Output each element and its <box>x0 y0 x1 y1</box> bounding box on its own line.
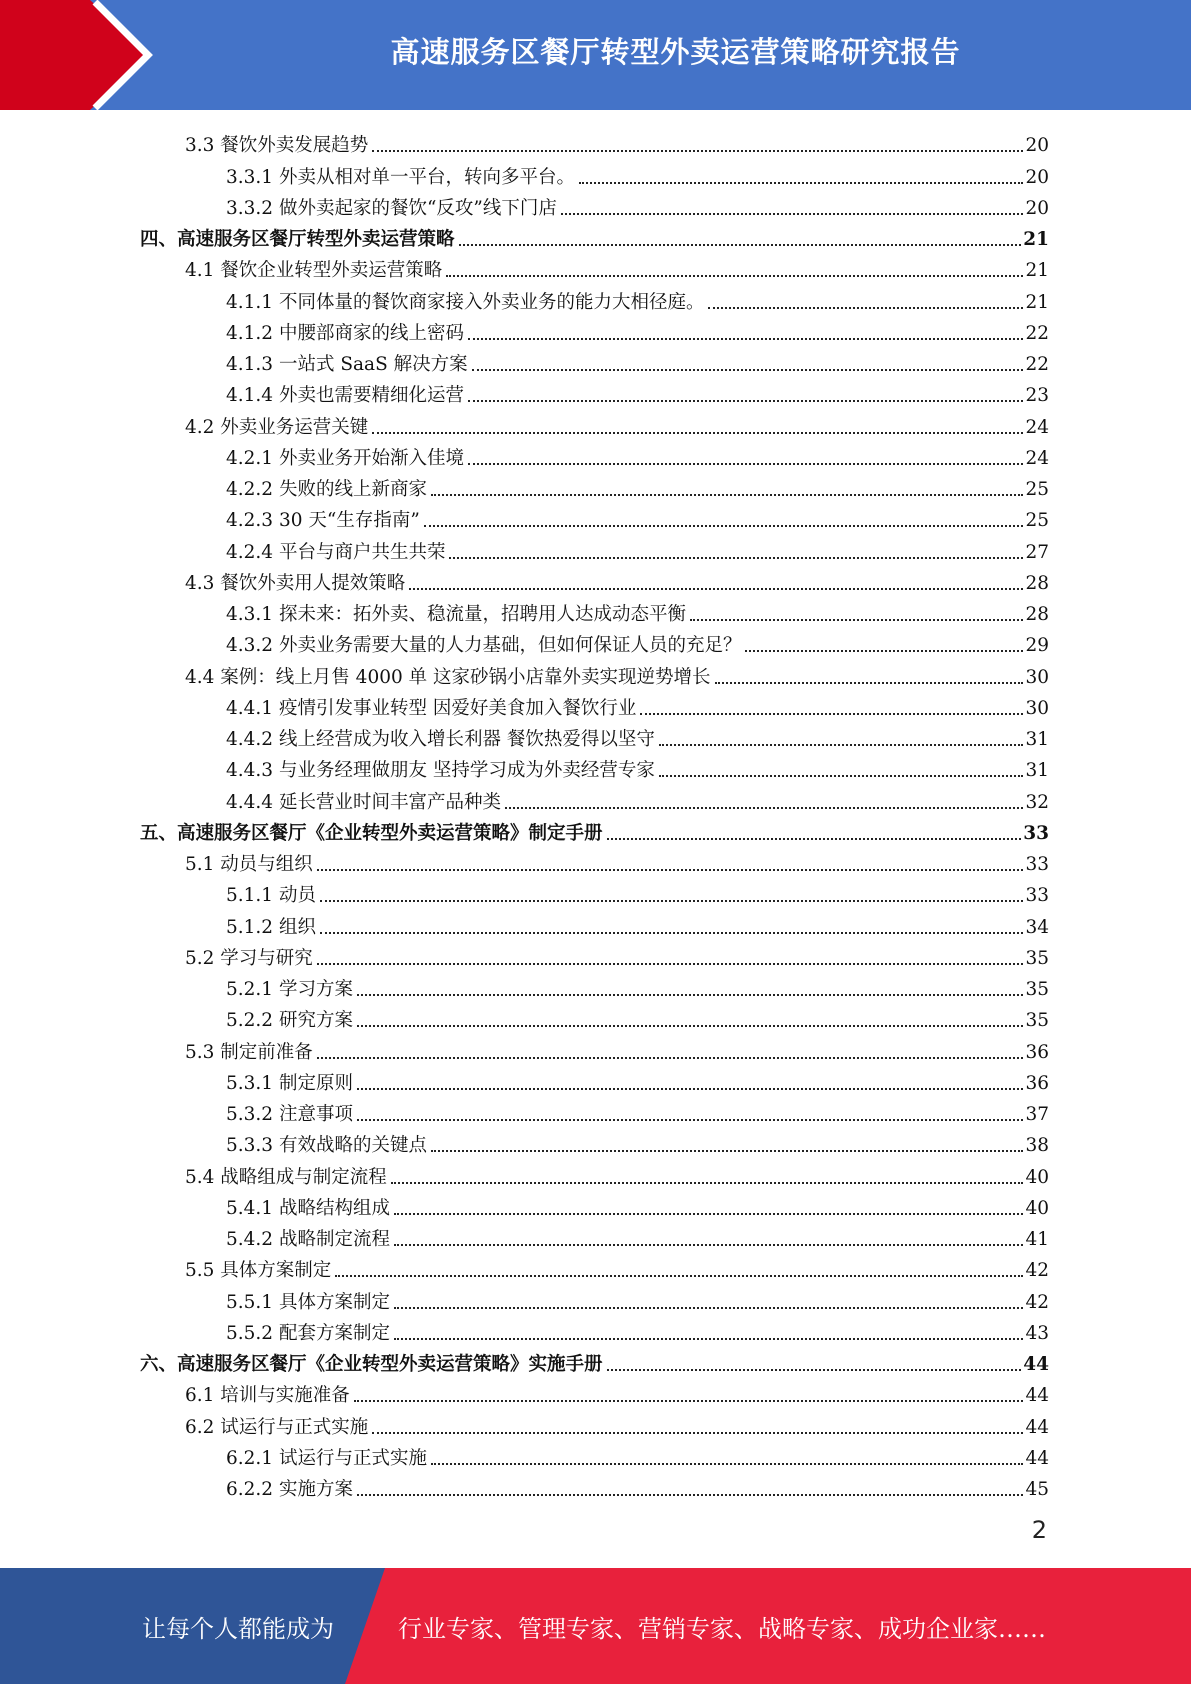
footer-slogan-left: 让每个人都能成为 <box>142 1614 334 1643</box>
toc-dot-leader <box>394 1307 1023 1309</box>
toc-entry[interactable] <box>140 1252 1049 1283</box>
toc-entry-title: 5.2 学习与研究 <box>185 947 313 969</box>
toc-entry[interactable] <box>140 721 1049 752</box>
toc-entry-title: 4.1.2 中腰部商家的线上密码 <box>226 322 464 344</box>
toc-entry-title: 4.1 餐饮企业转型外卖运营策略 <box>185 260 443 282</box>
toc-entry[interactable] <box>140 783 1049 814</box>
toc-dot-leader <box>607 838 1022 840</box>
toc-entry[interactable] <box>140 1127 1049 1158</box>
toc-dot-leader <box>459 244 1022 246</box>
toc-entry-page: 24 <box>1025 416 1049 438</box>
toc-dot-leader <box>446 275 1023 277</box>
report-title: 高速服务区餐厅转型外卖运营策略研究报告 <box>390 34 961 69</box>
toc-entry-page: 21 <box>1023 229 1049 250</box>
toc-dot-leader <box>391 1182 1024 1184</box>
toc-dot-leader <box>357 994 1024 996</box>
toc-entry[interactable] <box>140 533 1049 564</box>
toc-dot-leader <box>431 494 1023 496</box>
toc-entry[interactable] <box>140 1221 1049 1252</box>
toc-dot-leader <box>431 1150 1023 1152</box>
toc-dot-leader <box>335 1275 1023 1277</box>
toc-entry-title: 5.2.2 研究方案 <box>226 1010 353 1032</box>
red-chevron-icon <box>0 0 160 110</box>
toc-entry-page: 29 <box>1025 635 1049 657</box>
toc-entry[interactable] <box>140 877 1049 908</box>
toc-entry-page: 28 <box>1025 572 1049 594</box>
toc-entry-title: 四、高速服务区餐厅转型外卖运营策略 <box>140 229 455 250</box>
toc-entry-page: 37 <box>1025 1104 1049 1125</box>
toc-dot-leader <box>468 400 1023 402</box>
toc-entry-page: 22 <box>1025 354 1049 375</box>
toc-dot-leader <box>317 869 1024 871</box>
toc-dot-leader <box>394 1213 1023 1215</box>
toc-dot-leader <box>372 1432 1023 1434</box>
toc-entry-page: 45 <box>1025 1479 1049 1500</box>
toc-entry-page: 22 <box>1025 322 1049 344</box>
toc-entry-page: 38 <box>1025 1135 1049 1157</box>
toc-entry-page: 24 <box>1025 447 1049 469</box>
toc-dot-leader <box>561 213 1024 215</box>
toc-entry-title: 6.1 培训与实施准备 <box>185 1385 350 1407</box>
toc-entry[interactable] <box>140 908 1049 939</box>
toc-entry[interactable] <box>140 315 1049 346</box>
toc-entry[interactable] <box>140 1065 1049 1096</box>
toc-entry[interactable] <box>140 1002 1049 1033</box>
toc-dot-leader <box>357 1119 1024 1121</box>
toc-entry-page: 25 <box>1025 479 1049 500</box>
toc-entry-page: 33 <box>1025 854 1049 875</box>
toc-entry-page: 36 <box>1025 1041 1049 1063</box>
toc-entry-title: 3.3.2 做外卖起家的餐饮“反攻”线下门店 <box>226 197 557 219</box>
toc-entry[interactable] <box>140 1346 1049 1377</box>
toc-entry-title: 4.4.4 延长营业时间丰富产品种类 <box>226 791 501 813</box>
toc-entry-page: 35 <box>1025 979 1049 1000</box>
toc-entry[interactable] <box>140 502 1049 533</box>
toc-entry[interactable] <box>140 627 1049 658</box>
toc-entry-title: 5.1.1 动员 <box>226 885 316 907</box>
toc-entry-title: 5.1 动员与组织 <box>185 854 313 875</box>
toc-entry-title: 6.2.1 试运行与正式实施 <box>226 1447 427 1469</box>
toc-entry-title: 4.1.4 外卖也需要精细化运营 <box>226 385 464 407</box>
toc-dot-leader <box>468 338 1023 340</box>
toc-entry-page: 32 <box>1025 791 1049 813</box>
toc-entry-page: 33 <box>1025 885 1049 907</box>
toc-entry-title: 六、高速服务区餐厅《企业转型外卖运营策略》实施手册 <box>140 1354 603 1375</box>
toc-entry[interactable] <box>140 690 1049 721</box>
toc-entry[interactable] <box>140 190 1049 221</box>
toc-dot-leader <box>394 1338 1023 1340</box>
toc-entry-page: 40 <box>1025 1166 1049 1188</box>
toc-entry-page: 25 <box>1025 510 1049 532</box>
toc-entry-title: 4.1.3 一站式 SaaS 解决方案 <box>226 354 468 375</box>
toc-dot-leader <box>659 775 1024 777</box>
toc-dot-leader <box>317 1057 1024 1059</box>
toc-dot-leader <box>640 713 1023 715</box>
toc-dot-leader <box>424 525 1024 527</box>
toc-entry-title: 4.3 餐饮外卖用人提效策略 <box>185 572 406 594</box>
toc-dot-leader <box>607 1369 1022 1371</box>
toc-entry-title: 4.2.1 外卖业务开始渐入佳境 <box>226 447 464 469</box>
toc-entry-title: 6.2 试运行与正式实施 <box>185 1416 369 1438</box>
toc-entry-title: 4.4 案例：线上月售 4000 单 这家砂锅小店靠外卖实现逆势增长 <box>185 666 711 688</box>
toc-entry-page: 42 <box>1025 1291 1049 1313</box>
toc-entry-title: 4.1.1 不同体量的餐饮商家接入外卖业务的能力大相径庭。 <box>226 291 705 313</box>
toc-entry[interactable] <box>140 408 1049 439</box>
toc-entry-title: 4.4.1 疫情引发事业转型 因爱好美食加入餐饮行业 <box>226 697 637 719</box>
toc-entry-page: 20 <box>1025 166 1049 188</box>
toc-dot-leader <box>505 807 1023 809</box>
toc-entry-page: 34 <box>1025 916 1049 938</box>
toc-entry-page: 42 <box>1025 1260 1049 1282</box>
toc-entry-page: 31 <box>1025 729 1049 750</box>
toc-entry-title: 5.3.2 注意事项 <box>226 1104 353 1125</box>
toc-entry[interactable] <box>140 1158 1049 1189</box>
toc-entry-title: 4.2.2 失败的线上新商家 <box>226 479 427 500</box>
toc-entry-page: 44 <box>1025 1447 1049 1469</box>
toc-entry[interactable] <box>140 1408 1049 1439</box>
toc-entry-title: 5.3.1 制定原则 <box>226 1072 353 1094</box>
toc-entry[interactable] <box>140 1315 1049 1346</box>
toc-entry-title: 五、高速服务区餐厅《企业转型外卖运营策略》制定手册 <box>140 822 603 844</box>
toc-entry[interactable] <box>140 127 1049 158</box>
toc-entry-page: 40 <box>1025 1197 1049 1219</box>
toc-entry[interactable] <box>140 846 1049 877</box>
toc-entry[interactable] <box>140 971 1049 1002</box>
toc-entry-title: 4.4.2 线上经营成为收入增长利器 餐饮热爱得以坚守 <box>226 729 655 750</box>
page-header <box>0 0 1191 110</box>
toc-entry-page: 27 <box>1025 541 1049 563</box>
toc-entry-title: 5.3 制定前准备 <box>185 1041 313 1063</box>
toc-entry-title: 5.4 战略组成与制定流程 <box>185 1166 387 1188</box>
toc-entry-title: 6.2.2 实施方案 <box>226 1479 353 1500</box>
toc-dot-leader <box>357 1494 1024 1496</box>
page-number: 2 <box>1031 1516 1047 1544</box>
toc-entry[interactable] <box>140 1377 1049 1408</box>
toc-dot-leader <box>431 1463 1023 1465</box>
toc-entry-title: 5.4.1 战略结构组成 <box>226 1197 390 1219</box>
toc-entry-page: 21 <box>1025 291 1049 313</box>
toc-entry[interactable] <box>140 283 1049 314</box>
toc-entry-title: 4.2.4 平台与商户共生共荣 <box>226 541 446 563</box>
toc-entry[interactable] <box>140 658 1049 689</box>
toc-entry-page: 44 <box>1025 1385 1049 1407</box>
toc-dot-leader <box>449 557 1023 559</box>
toc-entry-title: 5.3.3 有效战略的关键点 <box>226 1135 427 1157</box>
toc-entry-title: 4.2 外卖业务运营关键 <box>185 416 369 438</box>
toc-entry-title: 5.5.2 配套方案制定 <box>226 1322 390 1344</box>
toc-dot-leader <box>659 744 1024 746</box>
toc-dot-leader <box>579 182 1023 184</box>
toc-dot-leader <box>317 963 1024 965</box>
toc-entry[interactable] <box>140 221 1049 252</box>
toc-entry-page: 30 <box>1025 697 1049 719</box>
toc-entry-page: 21 <box>1025 260 1049 282</box>
toc-entry-page: 35 <box>1025 1010 1049 1032</box>
toc-entry[interactable] <box>140 471 1049 502</box>
toc-entry-page: 23 <box>1025 385 1049 407</box>
toc-entry-title: 4.3.2 外卖业务需要大量的人力基础，但如何保证人员的充足？ <box>226 635 742 657</box>
toc-entry[interactable] <box>140 1283 1049 1314</box>
toc-entry[interactable] <box>140 346 1049 377</box>
toc-entry[interactable] <box>140 565 1049 596</box>
toc-entry-title: 5.2.1 学习方案 <box>226 979 353 1000</box>
toc-entry-title: 5.5 具体方案制定 <box>185 1260 332 1282</box>
toc-entry-title: 3.3.1 外卖从相对单一平台，转向多平台。 <box>226 166 575 188</box>
toc-dot-leader <box>372 432 1023 434</box>
toc-entry-title: 4.2.3 30 天“生存指南” <box>226 510 420 532</box>
toc-dot-leader <box>708 307 1023 309</box>
toc-entry-page: 44 <box>1023 1354 1049 1375</box>
toc-entry-title: 5.1.2 组织 <box>226 916 316 938</box>
toc-entry[interactable] <box>140 252 1049 283</box>
toc-entry[interactable] <box>140 752 1049 783</box>
toc-entry-page: 20 <box>1025 197 1049 219</box>
toc-entry-page: 20 <box>1025 135 1049 157</box>
toc-dot-leader <box>320 932 1024 934</box>
toc-entry-page: 43 <box>1025 1322 1049 1344</box>
toc-dot-leader <box>372 150 1023 152</box>
toc-dot-leader <box>690 619 1023 621</box>
toc-dot-leader <box>394 1244 1023 1246</box>
toc-entry[interactable] <box>140 1440 1049 1471</box>
toc-entry-title: 4.4.3 与业务经理做朋友 坚持学习成为外卖经营专家 <box>226 760 655 782</box>
toc-dot-leader <box>354 1400 1024 1402</box>
toc-entry-page: 36 <box>1025 1072 1049 1094</box>
toc-dot-leader <box>409 588 1023 590</box>
page-footer <box>0 1568 1191 1684</box>
toc-entry-page: 35 <box>1025 947 1049 969</box>
toc-entry[interactable] <box>140 940 1049 971</box>
toc-dot-leader <box>745 650 1023 652</box>
toc-dot-leader <box>472 369 1024 371</box>
toc-entry[interactable] <box>140 596 1049 627</box>
toc-entry[interactable] <box>140 1033 1049 1064</box>
table-of-contents <box>140 127 1049 1502</box>
toc-dot-leader <box>357 1025 1024 1027</box>
toc-dot-leader <box>357 1088 1024 1090</box>
toc-dot-leader <box>715 682 1024 684</box>
toc-entry-title: 5.4.2 战略制定流程 <box>226 1229 390 1250</box>
toc-entry[interactable] <box>140 158 1049 189</box>
toc-entry-page: 44 <box>1025 1416 1049 1438</box>
toc-entry[interactable] <box>140 440 1049 471</box>
toc-entry-title: 5.5.1 具体方案制定 <box>226 1291 390 1313</box>
toc-entry-title: 4.3.1 探未来：拓外卖、稳流量，招聘用人达成动态平衡 <box>226 604 686 625</box>
toc-entry-page: 33 <box>1023 822 1049 844</box>
toc-entry[interactable] <box>140 1190 1049 1221</box>
toc-entry[interactable] <box>140 1471 1049 1502</box>
toc-entry-page: 31 <box>1025 760 1049 782</box>
toc-entry-page: 41 <box>1025 1229 1049 1250</box>
footer-slogan-right: 行业专家、管理专家、营销专家、战略专家、成功企业家…… <box>398 1614 1046 1643</box>
toc-dot-leader <box>468 463 1023 465</box>
toc-entry[interactable] <box>140 1096 1049 1127</box>
toc-entry[interactable] <box>140 377 1049 408</box>
toc-entry-page: 30 <box>1025 666 1049 688</box>
toc-entry-page: 28 <box>1025 604 1049 625</box>
toc-dot-leader <box>320 900 1024 902</box>
toc-entry[interactable] <box>140 815 1049 846</box>
toc-entry-title: 3.3 餐饮外卖发展趋势 <box>185 135 369 157</box>
